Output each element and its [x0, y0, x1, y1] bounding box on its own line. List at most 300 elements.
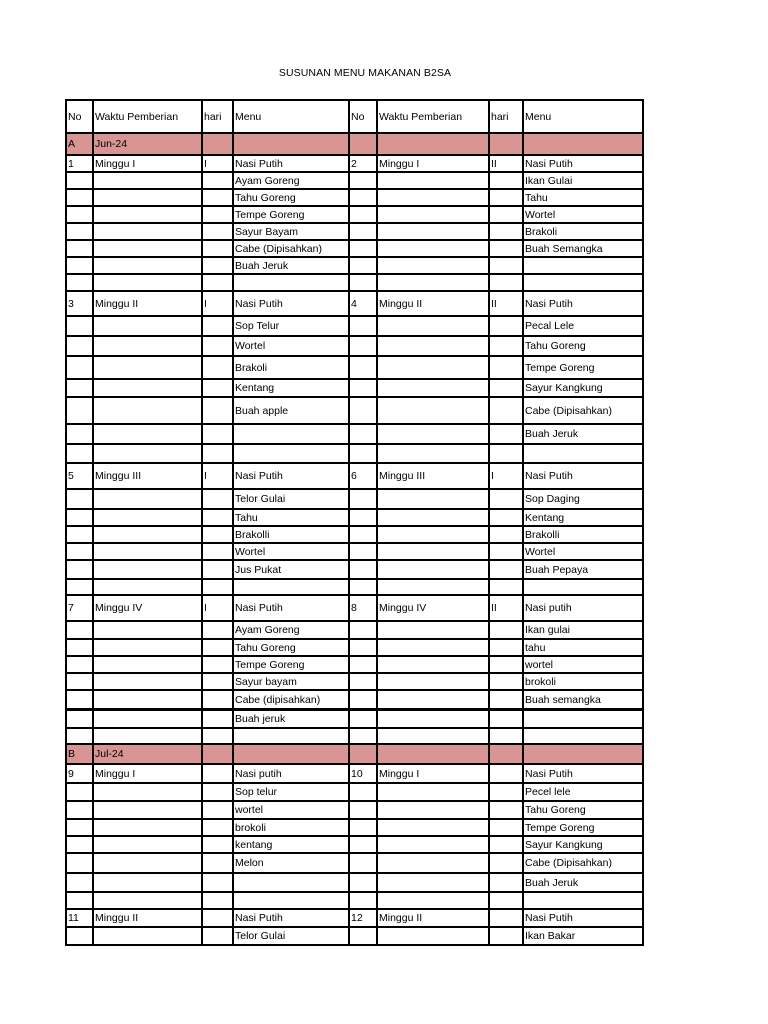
cell-left-waktu: [93, 543, 202, 560]
cell-right-waktu: [377, 801, 489, 819]
cell-right-hari: [489, 336, 523, 356]
table-row: [66, 316, 643, 336]
cell-right-waktu: [377, 728, 489, 744]
cell-left-no: [66, 543, 93, 560]
cell-left-waktu: [93, 927, 202, 945]
cell-right-menu: [523, 892, 643, 909]
cell-left-hari: [202, 819, 233, 836]
cell-right-menu: Ikan Gulai: [523, 172, 643, 189]
cell-left-waktu: [93, 397, 202, 424]
cell-left-menu: [233, 744, 349, 764]
cell-left-hari: [202, 690, 233, 710]
cell-left-waktu: [93, 579, 202, 595]
cell-left-waktu: [93, 379, 202, 397]
cell-right-hari: [489, 316, 523, 336]
cell-left-menu: Jus Pukat: [233, 560, 349, 579]
cell-right-no: [349, 379, 377, 397]
cell-right-no: [349, 543, 377, 560]
cell-left-no: [66, 397, 93, 424]
cell-right-waktu: Minggu I: [377, 764, 489, 783]
cell-left-hari: [202, 424, 233, 444]
cell-right-hari: I: [489, 463, 523, 489]
cell-left-menu: Brakolli: [233, 526, 349, 543]
cell-right-menu: Nasi Putih: [523, 463, 643, 489]
table-row: [66, 172, 643, 189]
cell-right-no: [349, 621, 377, 639]
cell-right-waktu: [377, 853, 489, 873]
cell-left-waktu: [93, 172, 202, 189]
cell-left-menu: Cabe (Dipisahkan): [233, 240, 349, 257]
cell-right-no: [349, 639, 377, 656]
cell-left-hari: [202, 836, 233, 853]
cell-left-hari: I: [202, 155, 233, 172]
cell-right-waktu: [377, 710, 489, 729]
cell-right-menu: Buah semangka: [523, 690, 643, 710]
month-row: [66, 133, 643, 155]
table-row: [66, 206, 643, 223]
cell-right-hari: [489, 656, 523, 673]
cell-right-waktu: Minggu III: [377, 463, 489, 489]
cell-right-waktu: [377, 690, 489, 710]
cell-left-no: [66, 489, 93, 509]
cell-right-no: [349, 873, 377, 892]
cell-right-no: [349, 710, 377, 729]
cell-left-no: [66, 189, 93, 206]
cell-left-hari: [202, 783, 233, 801]
cell-right-waktu: [377, 223, 489, 240]
table-row: [66, 424, 643, 444]
cell-right-no: [349, 690, 377, 710]
cell-right-no: [349, 656, 377, 673]
cell-left-hari: I: [202, 595, 233, 621]
cell-right-no: [349, 133, 377, 155]
cell-left-hari: [202, 397, 233, 424]
table-row: [66, 560, 643, 579]
cell-left-waktu: [93, 257, 202, 274]
cell-right-waktu: [377, 927, 489, 945]
cell-right-waktu: [377, 424, 489, 444]
cell-left-waktu: [93, 621, 202, 639]
cell-right-waktu: Minggu I: [377, 155, 489, 172]
cell-left-hari: [202, 240, 233, 257]
cell-right-menu: Wortel: [523, 206, 643, 223]
cell-right-waktu: [377, 356, 489, 379]
cell-right-hari: [489, 639, 523, 656]
table-row: [66, 257, 643, 274]
cell-left-no: [66, 673, 93, 690]
cell-left-waktu: Jul-24: [93, 744, 202, 764]
cell-left-hari: [202, 656, 233, 673]
cell-left-hari: I: [202, 463, 233, 489]
cell-right-hari: [489, 223, 523, 240]
table-row: [66, 639, 643, 656]
cell-left-waktu: [93, 728, 202, 744]
cell-right-hari: [489, 892, 523, 909]
cell-left-hari: [202, 223, 233, 240]
cell-right-waktu: [377, 560, 489, 579]
table-row: [66, 728, 643, 744]
table-row: [66, 543, 643, 560]
cell-right-menu: Menu: [523, 100, 643, 133]
cell-right-hari: [489, 690, 523, 710]
cell-right-waktu: [377, 133, 489, 155]
cell-left-waktu: [93, 489, 202, 509]
cell-left-hari: [202, 801, 233, 819]
table-row: [66, 595, 643, 621]
cell-right-hari: [489, 379, 523, 397]
cell-right-hari: II: [489, 595, 523, 621]
cell-left-menu: Brakoli: [233, 356, 349, 379]
cell-right-no: [349, 836, 377, 853]
cell-left-hari: [202, 133, 233, 155]
cell-left-waktu: [93, 189, 202, 206]
cell-right-hari: [489, 257, 523, 274]
cell-left-hari: [202, 356, 233, 379]
cell-right-menu: Ikan gulai: [523, 621, 643, 639]
cell-left-menu: Wortel: [233, 336, 349, 356]
cell-right-no: [349, 240, 377, 257]
cell-left-no: [66, 783, 93, 801]
cell-right-no: [349, 424, 377, 444]
table-row: [66, 579, 643, 595]
cell-right-no: [349, 927, 377, 945]
cell-left-no: [66, 579, 93, 595]
cell-right-hari: [489, 621, 523, 639]
cell-right-waktu: [377, 189, 489, 206]
cell-right-no: 6: [349, 463, 377, 489]
table-row: [66, 819, 643, 836]
cell-left-no: No: [66, 100, 93, 133]
table-row: [66, 444, 643, 463]
cell-right-menu: Buah Pepaya: [523, 560, 643, 579]
cell-left-no: [66, 728, 93, 744]
cell-right-waktu: [377, 873, 489, 892]
cell-left-waktu: [93, 223, 202, 240]
cell-right-menu: [523, 744, 643, 764]
cell-right-menu: Nasi Putih: [523, 909, 643, 927]
cell-right-menu: Tempe Goreng: [523, 356, 643, 379]
cell-right-menu: [523, 444, 643, 463]
cell-right-hari: [489, 873, 523, 892]
cell-left-menu: Ayam Goreng: [233, 172, 349, 189]
cell-right-waktu: [377, 819, 489, 836]
cell-right-menu: Tahu Goreng: [523, 336, 643, 356]
cell-right-waktu: Waktu Pemberian: [377, 100, 489, 133]
cell-left-waktu: Minggu I: [93, 155, 202, 172]
cell-left-hari: hari: [202, 100, 233, 133]
cell-left-no: 3: [66, 291, 93, 316]
cell-right-hari: [489, 909, 523, 927]
cell-left-hari: [202, 189, 233, 206]
cell-right-hari: [489, 444, 523, 463]
cell-right-no: [349, 892, 377, 909]
cell-left-menu: brokoli: [233, 819, 349, 836]
cell-right-no: 4: [349, 291, 377, 316]
cell-left-no: [66, 819, 93, 836]
cell-left-waktu: [93, 356, 202, 379]
table-row: [66, 801, 643, 819]
cell-right-hari: [489, 728, 523, 744]
cell-right-hari: [489, 356, 523, 379]
table-row: [66, 356, 643, 379]
cell-right-waktu: [377, 206, 489, 223]
cell-right-waktu: [377, 744, 489, 764]
cell-left-hari: [202, 639, 233, 656]
cell-right-waktu: [377, 444, 489, 463]
cell-left-menu: [233, 133, 349, 155]
cell-left-no: [66, 892, 93, 909]
cell-right-no: 2: [349, 155, 377, 172]
cell-left-hari: [202, 728, 233, 744]
cell-left-no: [66, 257, 93, 274]
cell-right-hari: [489, 560, 523, 579]
cell-right-waktu: [377, 489, 489, 509]
cell-left-menu: Melon: [233, 853, 349, 873]
cell-left-hari: [202, 873, 233, 892]
table-row: [66, 155, 643, 172]
table-row: [66, 526, 643, 543]
cell-left-hari: [202, 744, 233, 764]
cell-left-waktu: Minggu II: [93, 909, 202, 927]
cell-right-hari: [489, 424, 523, 444]
cell-left-hari: [202, 710, 233, 729]
cell-left-no: [66, 509, 93, 526]
table-row: [66, 291, 643, 316]
table-row: [66, 927, 643, 945]
cell-left-hari: [202, 444, 233, 463]
cell-right-no: [349, 526, 377, 543]
cell-left-no: [66, 526, 93, 543]
cell-right-hari: [489, 206, 523, 223]
cell-left-waktu: [93, 639, 202, 656]
cell-right-no: [349, 189, 377, 206]
cell-right-no: [349, 336, 377, 356]
cell-left-hari: [202, 526, 233, 543]
month-row: [66, 744, 643, 764]
cell-left-menu: Nasi Putih: [233, 155, 349, 172]
cell-right-menu: Buah Jeruk: [523, 424, 643, 444]
cell-right-hari: [489, 710, 523, 729]
cell-right-menu: Sayur Kangkung: [523, 379, 643, 397]
cell-left-no: [66, 172, 93, 189]
cell-left-hari: [202, 853, 233, 873]
cell-left-no: [66, 690, 93, 710]
cell-left-no: [66, 927, 93, 945]
cell-right-waktu: [377, 257, 489, 274]
table-row: [66, 783, 643, 801]
cell-left-no: [66, 274, 93, 291]
cell-left-menu: [233, 274, 349, 291]
cell-left-no: [66, 424, 93, 444]
cell-right-waktu: [377, 274, 489, 291]
cell-left-waktu: [93, 336, 202, 356]
cell-left-waktu: [93, 892, 202, 909]
cell-right-waktu: [377, 639, 489, 656]
cell-left-waktu: [93, 206, 202, 223]
cell-left-menu: Buah Jeruk: [233, 257, 349, 274]
cell-left-waktu: [93, 873, 202, 892]
cell-left-hari: [202, 560, 233, 579]
table-row: [66, 379, 643, 397]
cell-left-hari: [202, 673, 233, 690]
cell-left-waktu: [93, 526, 202, 543]
cell-right-hari: [489, 783, 523, 801]
cell-left-hari: [202, 621, 233, 639]
table-row: [66, 656, 643, 673]
table-row: [66, 873, 643, 892]
cell-left-waktu: [93, 509, 202, 526]
cell-left-menu: Telor Gulai: [233, 927, 349, 945]
cell-left-menu: Sayur bayam: [233, 673, 349, 690]
cell-left-no: 7: [66, 595, 93, 621]
cell-right-menu: [523, 710, 643, 729]
cell-left-no: [66, 316, 93, 336]
cell-left-menu: [233, 424, 349, 444]
cell-right-waktu: [377, 579, 489, 595]
cell-left-menu: Nasi Putih: [233, 595, 349, 621]
table-row: [66, 892, 643, 909]
cell-right-hari: [489, 397, 523, 424]
cell-right-menu: [523, 133, 643, 155]
cell-left-no: [66, 206, 93, 223]
cell-right-menu: Tahu Goreng: [523, 801, 643, 819]
cell-right-waktu: [377, 836, 489, 853]
cell-left-waktu: Minggu III: [93, 463, 202, 489]
cell-left-waktu: [93, 853, 202, 873]
cell-left-hari: [202, 764, 233, 783]
cell-right-hari: [489, 744, 523, 764]
table-row: [66, 836, 643, 853]
cell-left-hari: [202, 172, 233, 189]
cell-left-menu: Menu: [233, 100, 349, 133]
cell-left-hari: [202, 543, 233, 560]
cell-left-waktu: [93, 240, 202, 257]
cell-right-no: [349, 257, 377, 274]
cell-left-menu: Tahu: [233, 509, 349, 526]
cell-right-menu: Sayur Kangkung: [523, 836, 643, 853]
cell-right-waktu: [377, 336, 489, 356]
cell-left-menu: [233, 892, 349, 909]
cell-right-no: [349, 673, 377, 690]
cell-right-waktu: [377, 172, 489, 189]
cell-right-no: [349, 316, 377, 336]
cell-right-hari: [489, 274, 523, 291]
cell-right-menu: Brakoli: [523, 223, 643, 240]
cell-left-waktu: [93, 836, 202, 853]
cell-left-menu: [233, 444, 349, 463]
cell-right-waktu: [377, 509, 489, 526]
cell-right-hari: [489, 579, 523, 595]
cell-left-menu: Tahu Goreng: [233, 189, 349, 206]
cell-right-waktu: [377, 397, 489, 424]
cell-right-no: [349, 579, 377, 595]
cell-left-no: [66, 801, 93, 819]
cell-left-menu: [233, 728, 349, 744]
table-row: [66, 240, 643, 257]
cell-right-menu: Buah Jeruk: [523, 873, 643, 892]
cell-right-waktu: [377, 379, 489, 397]
cell-left-menu: Buah apple: [233, 397, 349, 424]
cell-left-waktu: [93, 424, 202, 444]
cell-left-no: B: [66, 744, 93, 764]
table-row: [66, 397, 643, 424]
cell-right-hari: II: [489, 155, 523, 172]
cell-right-menu: Brakolli: [523, 526, 643, 543]
table-row: [66, 853, 643, 873]
cell-left-hari: [202, 509, 233, 526]
cell-left-no: A: [66, 133, 93, 155]
cell-right-hari: [489, 927, 523, 945]
cell-left-no: [66, 223, 93, 240]
cell-right-menu: Kentang: [523, 509, 643, 526]
cell-right-waktu: [377, 240, 489, 257]
cell-right-no: [349, 509, 377, 526]
cell-right-menu: [523, 274, 643, 291]
cell-right-no: [349, 172, 377, 189]
cell-right-hari: [489, 133, 523, 155]
cell-right-waktu: [377, 892, 489, 909]
cell-left-menu: [233, 873, 349, 892]
table-row: [66, 909, 643, 927]
cell-right-hari: [489, 764, 523, 783]
cell-right-hari: [489, 509, 523, 526]
cell-right-no: [349, 206, 377, 223]
cell-left-waktu: Minggu I: [93, 764, 202, 783]
cell-left-waktu: [93, 656, 202, 673]
cell-left-menu: [233, 579, 349, 595]
cell-left-menu: Tempe Goreng: [233, 656, 349, 673]
table-row: [66, 223, 643, 240]
cell-right-menu: Cabe (Dipisahkan): [523, 397, 643, 424]
cell-left-hari: [202, 892, 233, 909]
cell-right-menu: Tempe Goreng: [523, 819, 643, 836]
cell-right-waktu: [377, 526, 489, 543]
cell-left-no: 9: [66, 764, 93, 783]
cell-left-no: [66, 853, 93, 873]
table-row: [66, 509, 643, 526]
cell-right-no: [349, 444, 377, 463]
table-row: [66, 336, 643, 356]
cell-left-waktu: [93, 783, 202, 801]
cell-left-hari: [202, 379, 233, 397]
cell-left-waktu: Waktu Pemberian: [93, 100, 202, 133]
cell-right-menu: Pecel lele: [523, 783, 643, 801]
cell-left-no: [66, 336, 93, 356]
cell-right-hari: [489, 189, 523, 206]
table-row: [66, 710, 643, 729]
cell-left-hari: [202, 274, 233, 291]
cell-right-waktu: Minggu II: [377, 909, 489, 927]
cell-right-menu: tahu: [523, 639, 643, 656]
cell-right-no: [349, 801, 377, 819]
table-row: [66, 274, 643, 291]
cell-left-menu: Tempe Goreng: [233, 206, 349, 223]
cell-right-no: 8: [349, 595, 377, 621]
cell-right-waktu: [377, 783, 489, 801]
cell-right-menu: brokoli: [523, 673, 643, 690]
cell-right-hari: [489, 543, 523, 560]
cell-left-waktu: [93, 801, 202, 819]
cell-left-menu: Telor Gulai: [233, 489, 349, 509]
cell-left-no: [66, 560, 93, 579]
cell-left-no: [66, 621, 93, 639]
cell-left-waktu: Minggu IV: [93, 595, 202, 621]
cell-right-no: No: [349, 100, 377, 133]
cell-left-waktu: [93, 560, 202, 579]
cell-left-hari: [202, 206, 233, 223]
cell-right-no: [349, 853, 377, 873]
cell-right-hari: [489, 819, 523, 836]
